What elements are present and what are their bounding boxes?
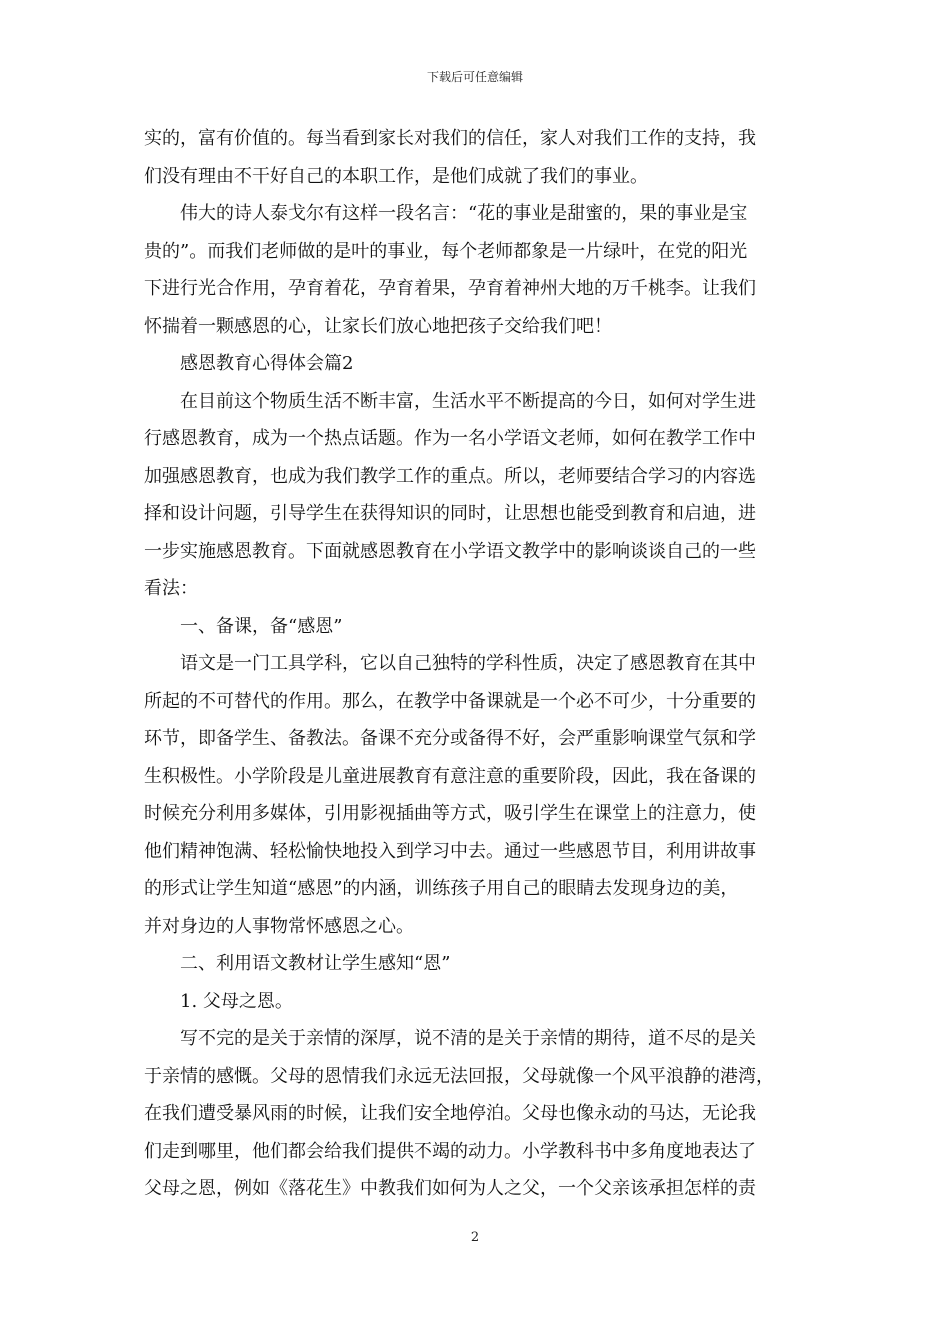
text-line: 环节，即备学生、备教法。备课不充分或备得不好，会严重影响课堂气氛和学 [144, 728, 756, 749]
text-line: 伟大的诗人泰戈尔有这样一段名言：“花的事业是甜蜜的，果的事业是宝 [180, 203, 748, 224]
text-line: 择和设计问题，引导学生在获得知识的同时，让思想也能受到教育和启迪，进 [144, 503, 756, 524]
text-line: 并对身边的人事物常怀感恩之心。 [144, 915, 414, 937]
text-line: 生积极性。小学阶段是儿童进展教育有意注意的重要阶段，因此，我在备课的 [144, 765, 756, 787]
text-line: 他们精神饱满、轻松愉快地投入到学习中去。通过一些感恩节目，利用讲故事 [144, 840, 756, 862]
text-line: 的形式让学生知道“感恩”的内涵，训练孩子用自己的眼睛去发现身边的美， [144, 878, 739, 899]
subheading: 二、利用语文教材让学生感知“恩” [180, 953, 451, 974]
text-line: 加强感恩教育，也成为我们教学工作的重点。所以，老师要结合学习的内容选 [144, 465, 756, 487]
page-header: 下载后可任意编辑 [426, 70, 523, 84]
text-line: 们没有理由不干好自己的本职工作，是他们成就了我们的事业。 [144, 165, 648, 187]
document-body [144, 120, 808, 1208]
text-line: 实的，富有价值的。每当看到家长对我们的信任，家人对我们工作的支持，我 [144, 128, 756, 149]
text-line: 看法： [144, 578, 198, 599]
text-line: 怀揣着一颗感恩的心，让家长们放心地把孩子交给我们吧！ [144, 315, 612, 337]
text-line: 贵的”。而我们老师做的是叶的事业，每个老师都象是一片绿叶，在党的阳光 [144, 240, 748, 262]
text-line: 们走到哪里，他们都会给我们提供不竭的动力。小学教科书中多角度地表达了 [144, 1140, 756, 1162]
text-line: 所起的不可替代的作用。那么，在教学中备课就是一个必不可少，十分重要的 [144, 690, 756, 712]
text-line: 行感恩教育，成为一个热点话题。作为一名小学语文老师，如何在教学工作中 [144, 428, 756, 449]
subheading: 一、备课，备“感恩” [180, 615, 343, 637]
text-line: 一步实施感恩教育。下面就感恩教育在小学语文教学中的影响谈谈自己的一些 [144, 540, 756, 562]
text-line: 时候充分利用多媒体，引用影视插曲等方式，吸引学生在课堂上的注意力，使 [144, 803, 756, 824]
text-line: 语文是一门工具学科，它以自己独特的学科性质，决定了感恩教育在其中 [180, 653, 756, 674]
text-line: 于亲情的感慨。父母的恩情我们永远无法回报，父母就像一个风平浪静的港湾， [144, 1065, 774, 1087]
text-line: 在目前这个物质生活不断丰富，生活水平不断提高的今日，如何对学生进 [180, 390, 756, 412]
text-line: 写不完的是关于亲情的深厚，说不清的是关于亲情的期待，道不尽的是关 [180, 1028, 756, 1049]
text-line: 下进行光合作用，孕育着花，孕育着果，孕育着神州大地的万千桃李。让我们 [144, 278, 756, 299]
text-line: 父母之恩，例如《落花生》中教我们如何为人之父，一个父亲该承担怎样的责 [144, 1178, 756, 1199]
text-line: 在我们遭受暴风雨的时候，让我们安全地停泊。父母也像永动的马达，无论我 [144, 1103, 756, 1124]
list-item: 1. 父母之恩。 [180, 990, 293, 1012]
page-number: 2 [470, 1230, 480, 1245]
section-heading: 感恩教育心得体会篇2 [180, 353, 354, 374]
